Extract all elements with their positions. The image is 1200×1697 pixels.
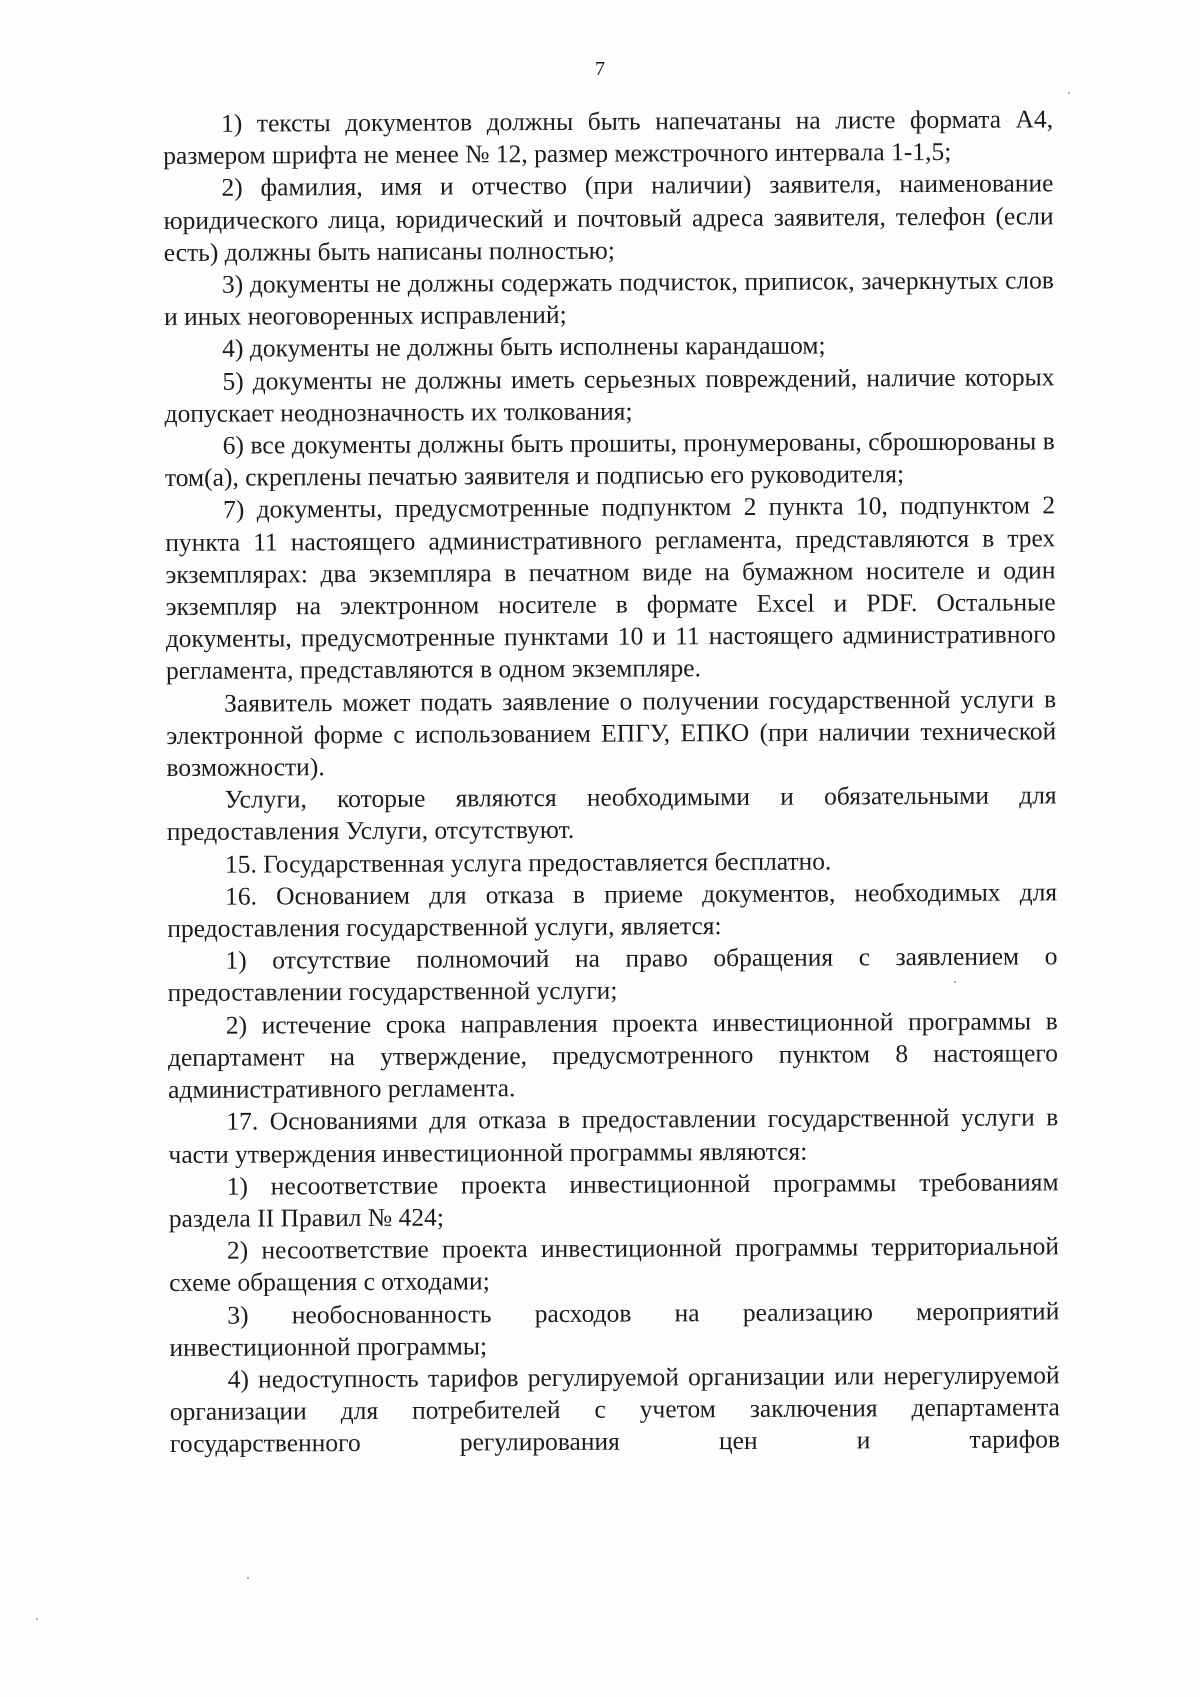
paragraph-required-services: Услуги, которые являются необходимыми и обязательными для предоставления Услуги, отсутствуют. (166, 780, 1057, 847)
scan-speck (954, 981, 956, 983)
paragraph-17-item-2: 2) несоответствие проекта инвестиционной программы территориальной схеме обращения с отходами; (169, 1231, 1060, 1298)
paragraph-16-item-1: 1) отсутствие полномочий на право обращения с заявлением о предоставлении государственной услуги; (167, 941, 1058, 1008)
paragraph-item-5: 5) документы не должны иметь серьезных повреждений, наличие которых допускает неоднозначность их толкования; (164, 361, 1055, 428)
paragraph-16: 16. Основанием для отказа в приеме документов, необходимых для предоставления государственной услуги, является: (167, 877, 1058, 944)
paragraph-17-item-1: 1) несоответствие проекта инвестиционной программы требованиям раздела II Правил № 424; (168, 1167, 1059, 1233)
paragraph-item-7: 7) документы, предусмотренные подпунктом 2 пункта 10, подпунктом 2 пункта 11 настоящего административного регламента, представляются в трех экземплярах: два экземпляра в печатном виде на бумажном носителе и один экземпляр на электронном носителе в формате Excel и PDF. Остальные документы, предусмотренные пунктами 10 и 11 настоящего административного регламента, представляются в одном экземпляре. (165, 490, 1056, 686)
paragraph-16-item-2: 2) истечение срока направления проекта инвестиционной программы в департамент на утверждение, предусмотренного пунктом 8 настоящего административного регламента. (167, 1006, 1059, 1105)
paragraph-17-item-4: 4) недоступность тарифов регулируемой организации или нерегулируемой организации для потребителей с учетом заключения департамента государственного регулирования цен и тарифов (169, 1360, 1061, 1459)
page-number: 7 (595, 58, 605, 80)
document-body (163, 103, 1060, 1460)
paragraph-item-6: 6) все документы должны быть прошиты, пронумерованы, сброшюрованы в том(а), скреплены печатью заявителя и подписью его руководителя; (164, 426, 1055, 493)
paragraph-15: 15. Государственная услуга предоставляется бесплатно. (224, 846, 832, 879)
paragraph-17: 17. Основаниями для отказа в предоставлении государственной услуги в части утверждения инвестиционной программы являются: (168, 1102, 1059, 1169)
scan-speck (36, 1618, 38, 1620)
paragraph-electronic-submission: Заявитель может подать заявление о получении государственной услуги в электронной форме с использованием ЕПГУ, ЕПКО (при наличии технической возможности). (166, 683, 1057, 783)
paragraph-17-item-3: 3) необоснованность расходов на реализацию мероприятий инвестиционной программы; (169, 1295, 1060, 1362)
paragraph-item-3: 3) документы не должны содержать подчисток, приписок, зачеркнутых слов и иных неоговоренных исправлений; (164, 265, 1054, 332)
paragraph-item-2: 2) фамилия, имя и отчество (при наличии) заявителя, наименование юридического лица, юридический и почтовый адреса заявителя, телефон (если есть) должны быть написаны полностью; (163, 168, 1054, 267)
scan-speck (247, 1577, 249, 1579)
paragraph-item-4: 4) документы не должны быть исполнены карандашом; (222, 330, 826, 364)
scan-speck (1068, 92, 1070, 94)
paragraph-item-1: 1) тексты документов должны быть напечатаны на листе формата А4, размером шрифта не менее № 12, размер межстрочного интервала 1-1,5; (163, 104, 1054, 171)
